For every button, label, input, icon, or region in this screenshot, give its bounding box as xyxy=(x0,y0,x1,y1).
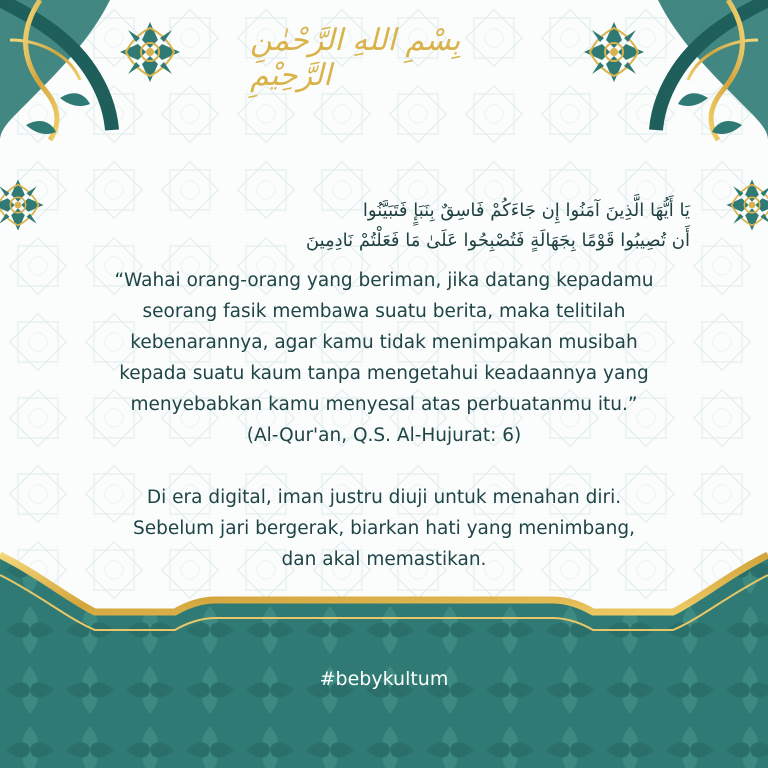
flower-ornament-icon xyxy=(727,180,768,231)
translation-line: seorang fasik membawa suatu berita, maka telitilah xyxy=(142,301,626,322)
verse-arabic-line: أَن تُصِيبُوا قَوْمًا بِجَهَالَةٍ فَتُصْبِحُوا عَلَىٰ مَا فَعَلْتُمْ نَادِمِينَ xyxy=(305,230,690,251)
flower-ornament-icon xyxy=(120,22,180,82)
translation-line: “Wahai orang-orang yang beriman, jika datang kepadamu xyxy=(114,270,654,291)
corner-ornament-icon xyxy=(656,0,768,140)
hashtag-label: #bebykultum xyxy=(319,668,449,690)
basmala-calligraphy: بِسْمِ اللهِ الرَّحْمٰنِ الرَّحِيْمِ xyxy=(250,23,461,93)
verse-arabic-line: يَا أَيُّهَا الَّذِينَ آمَنُوا إِن جَاءَكُمْ فَاسِقٌ بِنَبَإٍ فَتَبَيَّنُوا xyxy=(362,200,690,221)
corner-ornament-icon xyxy=(0,0,112,140)
translation-line: kepada suatu kaum tanpa mengetahui keadaannya yang xyxy=(119,363,649,384)
flower-ornament-icon xyxy=(0,180,43,231)
reflection-line: dan akal memastikan. xyxy=(281,549,487,570)
reflection-line: Sebelum jari bergerak, biarkan hati yang menimbang, xyxy=(133,518,635,539)
translation-line: kebenarannya, agar kamu tidak menimpakan musibah xyxy=(130,332,638,353)
verse-reference: (Al-Qur'an, Q.S. Al-Hujurat: 6) xyxy=(246,425,522,446)
translation-line: menyebabkan kamu menyesal atas perbuatanmu itu.” xyxy=(130,394,638,415)
reflection-line: Di era digital, iman justru diuji untuk menahan diri. xyxy=(146,487,622,508)
mosque-arch-frame xyxy=(0,555,768,768)
flower-ornament-icon xyxy=(584,22,644,82)
